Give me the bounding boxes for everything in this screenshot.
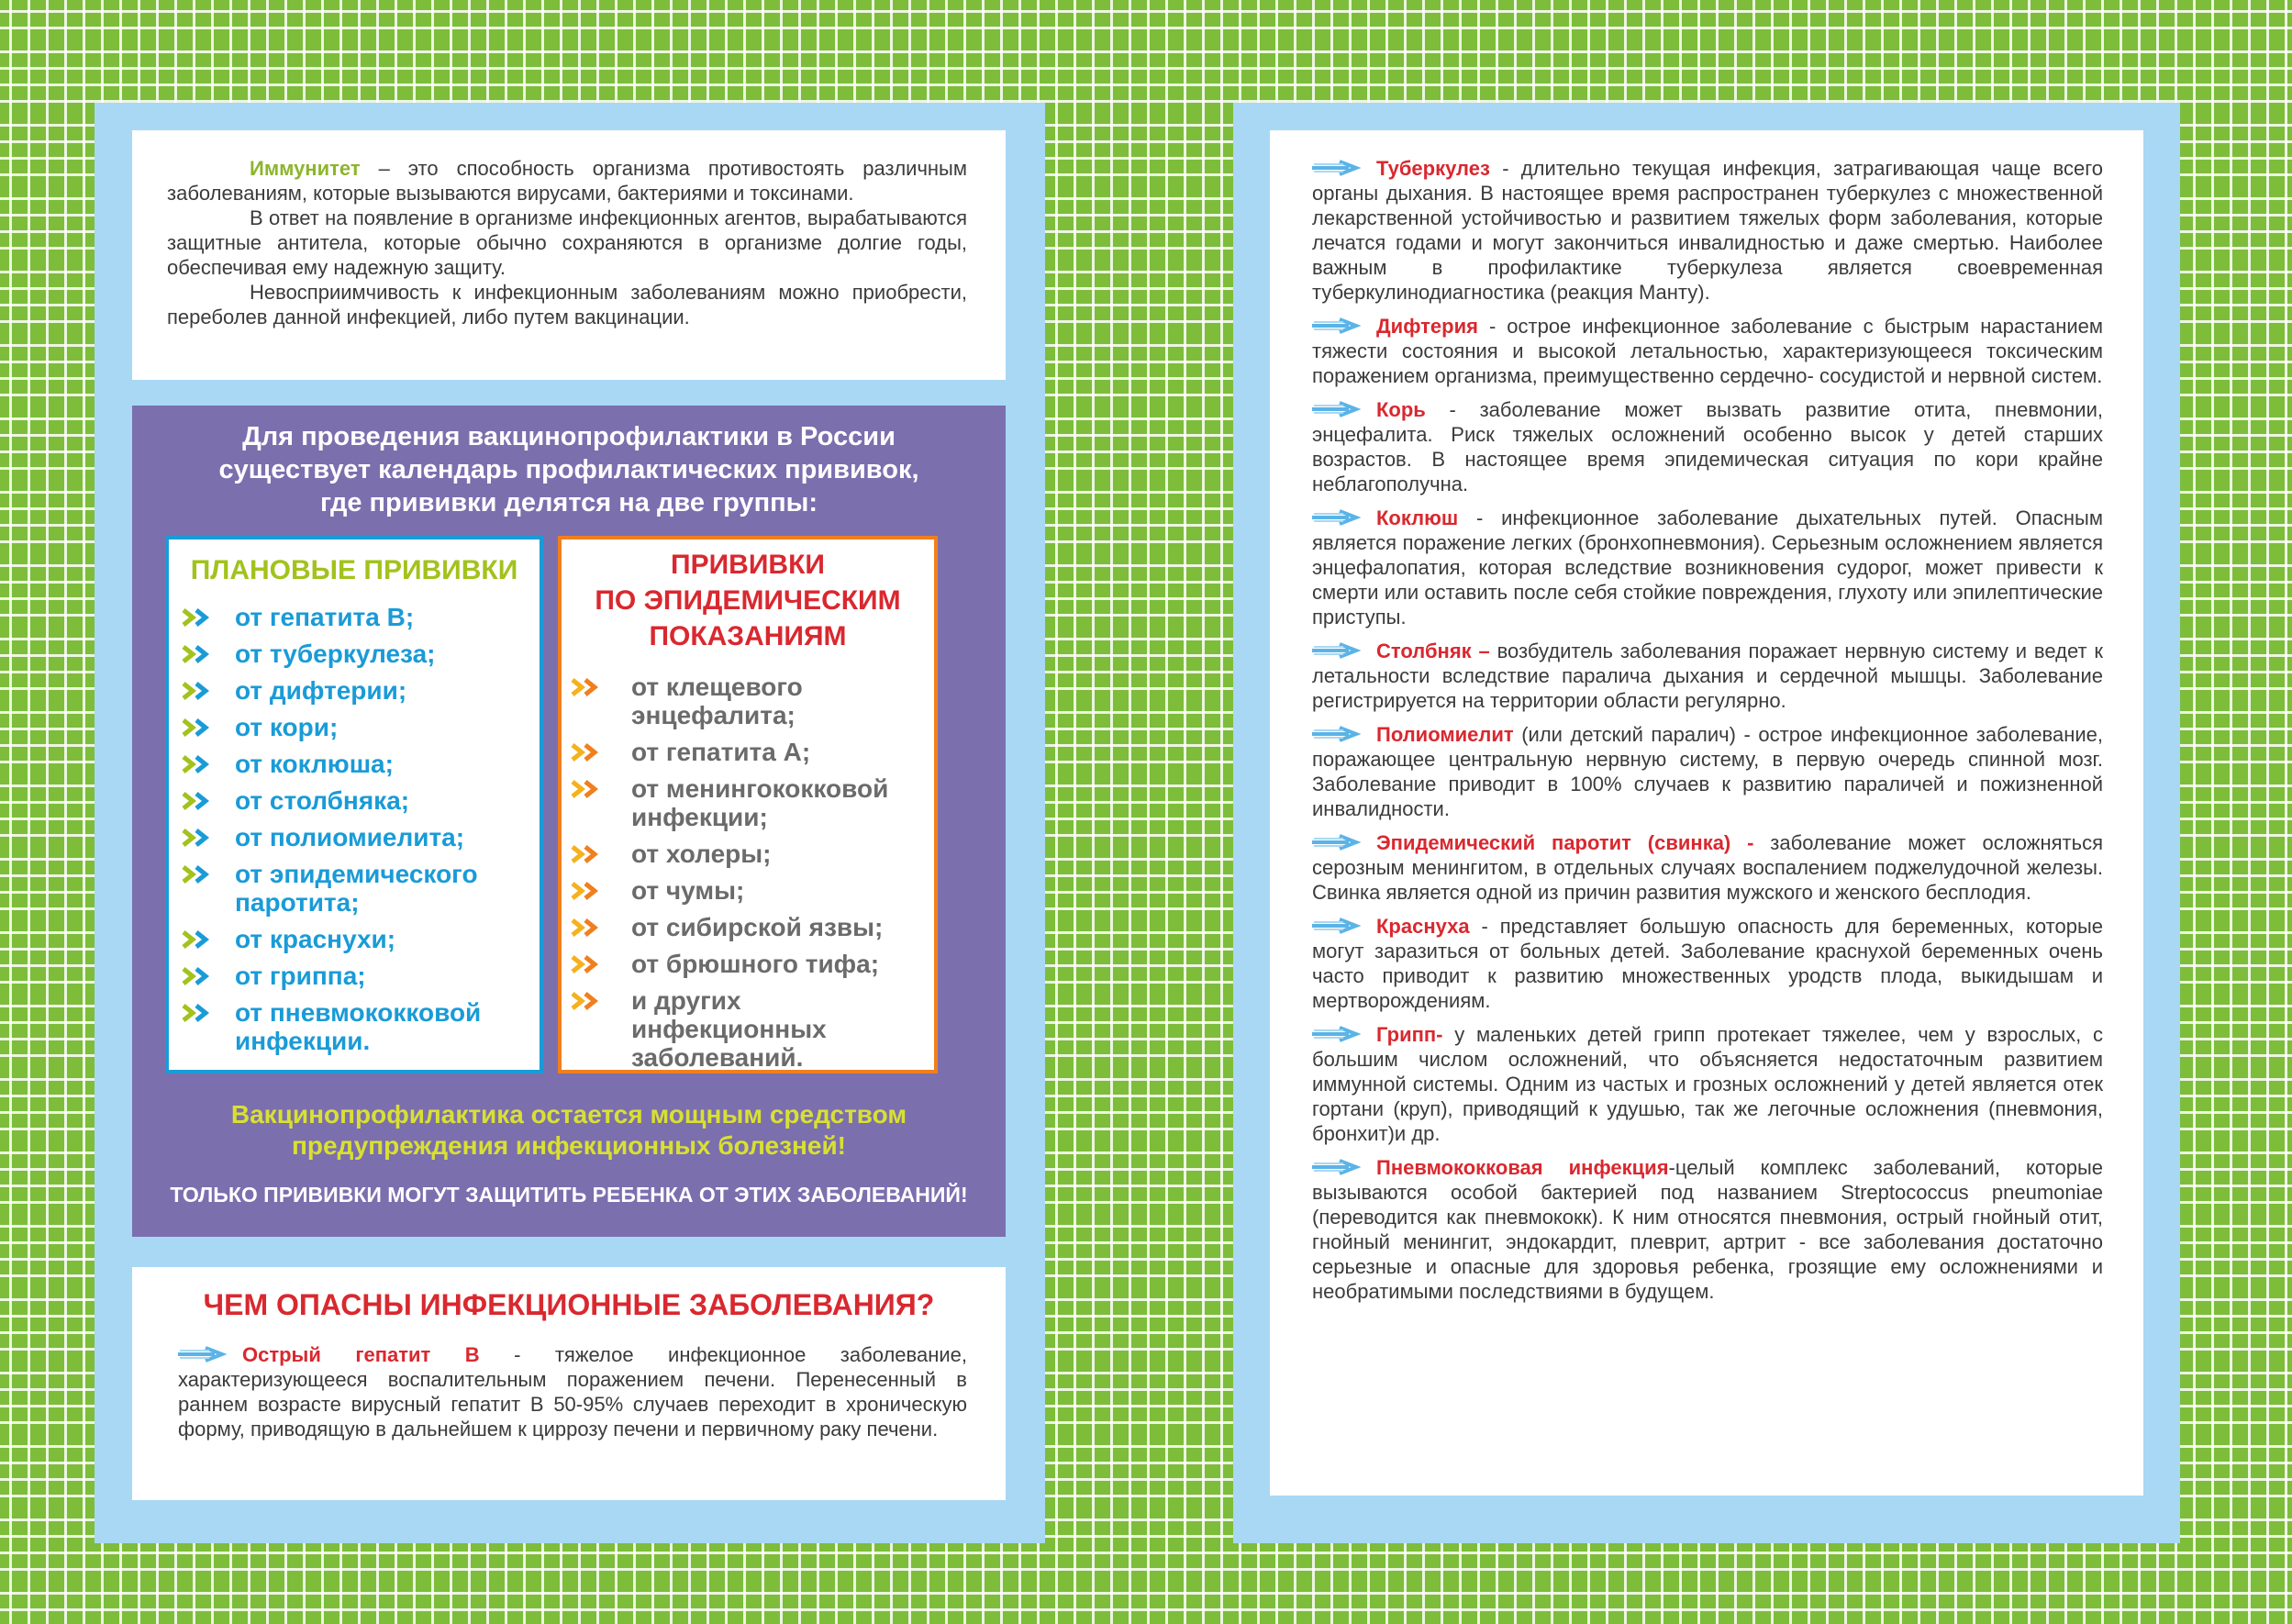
- planned-title: ПЛАНОВЫЕ ПРИВИВКИ: [190, 555, 518, 585]
- immunity-section: [132, 130, 1006, 380]
- disease-term: Полиомиелит: [1376, 723, 1514, 746]
- immunity-paragraph-3: Невосприимчивость к инфекционным заболеваниям можно приобрести, переболев данной инфекцией, либо путем вакцинации.: [167, 281, 967, 328]
- hepatitis-paragraph: Острый гепатит В - тяжелое инфекционное заболевание, характеризующееся воспалительным поражением печени. Перенесенный в раннем возрасте вирусный гепатит В 50-95% случаев переходит в хроническую форму, приводящую в дальнейшем к циррозу печени и первичному раку печени.: [178, 1343, 967, 1440]
- epidemic-item: от клещевого энцефалита;: [571, 673, 934, 729]
- calendar-footer-slogan: Вакцинопрофилактика остается мощным средством предупреждения инфекционных болезней!: [230, 1100, 907, 1160]
- disease-term: Пневмококковая инфекция: [1376, 1156, 1669, 1179]
- planned-item: от кори;: [182, 713, 540, 741]
- hepatitis-term: Острый гепатит В: [242, 1343, 480, 1366]
- calendar-heading: Для проведения вакцинопрофилактики в России существует календарь профилактических прививок, где прививки делятся на две группы:: [218, 422, 919, 517]
- epidemic-item: от чумы;: [571, 876, 934, 905]
- disease-term: Столбняк –: [1376, 640, 1490, 662]
- planned-item: от столбняка;: [182, 786, 540, 815]
- disease-paragraph: Корь - заболевание может вызвать развитие отита, пневмонии, энцефалита. Риск тяжелых осложнений особенно высок у детей старших возрастов. В настоящее время эпидемическая ситуация по кори крайне неблагополучна.: [1312, 398, 2103, 495]
- disease-paragraph: Пневмококковая инфекция-целый комплекс заболеваний, которые вызываются особой бактерией под названием Streptococcus pneumoniae (переводится как пневмококк). К ним относятся пневмония, острый гнойный отит, гнойный менингит, эндокардит, плеврит, артрит - все заболевания достаточно серьезные и опасные для здоровья ребенка, грозящие ему осложнениями и необратимыми последствиями в будущем.: [1312, 1156, 2103, 1303]
- disease-paragraph: Краснуха - представляет большую опасность для беременных, которые могут заразиться от больных детей. Заболевание краснухой беременных очень часто приводит к развитию множественных уродств плода, выкидышам и мертворождениям.: [1312, 915, 2103, 1012]
- arrow-icon: [1312, 401, 1365, 417]
- disease-paragraph: Столбняк – возбудитель заболевания поражает нервную систему и ведет к летальности вследствие паралича дыхания и сердечной мышцы. Заболевание регистрируется на территории области регулярно.: [1312, 640, 2103, 712]
- disease-paragraph: Дифтерия - острое инфекционное заболевание с быстрым нарастанием тяжести состояния и высокой летальностью, характеризующееся токсическим поражением организма, преимущественно сердечно- сосудистой и нервной систем.: [1312, 315, 2103, 387]
- disease-paragraph: Грипп- у маленьких детей грипп протекает тяжелее, чем у взрослых, с большим числом осложнений, что объясняется недостаточным развитием иммунной системы. Одним из частых и грозных осложнений у детей является отек гортани (круп), приводящий к удушью, так же легочные осложнения (пневмония, бронхит)и др.: [1312, 1023, 2103, 1145]
- epidemic-item: от сибирской язвы;: [571, 913, 934, 941]
- disease-paragraph: Эпидемический паротит (свинка) - заболевание может осложняться серозным менингитом, в отдельных случаях воспалением поджелудочной железы. Свинка является одной из причин развития мужского и женского бесплодия.: [1312, 831, 2103, 904]
- disease-term: Дифтерия: [1376, 315, 1478, 338]
- danger-section: [132, 1267, 1006, 1500]
- disease-term: Краснуха: [1376, 915, 1470, 938]
- diseases-section: [1270, 130, 2143, 1496]
- planned-item: от дифтерии;: [182, 676, 540, 705]
- epidemic-item: от холеры;: [571, 840, 934, 868]
- immunity-paragraph-2: В ответ на появление в организме инфекционных агентов, вырабатываются защитные антитела, которые обычно сохраняются в организме долгие годы, обеспечивая ему надежную защиту.: [167, 206, 967, 279]
- epidemic-list: [571, 673, 934, 1072]
- disease-term: Эпидемический паротит (свинка) -: [1376, 831, 1754, 854]
- arrow-icon: [1312, 726, 1365, 742]
- planned-list: [182, 603, 540, 1055]
- arrow-icon: [1312, 642, 1365, 659]
- epidemic-item: от брюшного тифа;: [571, 950, 934, 978]
- disease-paragraph: Туберкулез - длительно текущая инфекция, затрагивающая чаще всего органы дыхания. В настоящее время распространен туберкулез с множественной лекарственной устойчивостью и развитием тяжелых форм заболевания, которые лечатся годами и могут закончиться инвалидностью и даже смертью. Наиболее важным в профилактике туберкулеза является своевременная туберкулинодиагностика (реакция Манту).: [1312, 157, 2103, 304]
- disease-term: Туберкулез: [1376, 157, 1490, 180]
- disease-term: Грипп-: [1376, 1023, 1443, 1046]
- planned-item: от эпидемического паротита;: [182, 860, 540, 917]
- planned-item: от полиомиелита;: [182, 823, 540, 851]
- planned-item: от гриппа;: [182, 962, 540, 990]
- arrow-icon: [1312, 834, 1365, 851]
- arrow-icon: [178, 1346, 231, 1363]
- immunity-paragraph-1: Иммунитет – это способность организма противостоять различным заболеваниям, которые вызываются вирусами, бактериями и токсинами.: [167, 157, 967, 205]
- arrow-icon: [1312, 317, 1365, 334]
- arrow-icon: [1312, 1026, 1365, 1042]
- arrow-icon: [1312, 509, 1365, 526]
- arrow-icon: [1312, 160, 1365, 176]
- planned-item: от коклюша;: [182, 750, 540, 778]
- danger-title: ЧЕМ ОПАСНЫ ИНФЕКЦИОННЫЕ ЗАБОЛЕВАНИЯ?: [203, 1288, 935, 1321]
- arrow-icon: [1312, 918, 1365, 934]
- vaccination-calendar-section: [132, 406, 1006, 1237]
- epidemic-vaccinations-box: [558, 536, 938, 1073]
- planned-vaccinations-box: [165, 536, 543, 1073]
- calendar-footer-caps: ТОЛЬКО ПРИВИВКИ МОГУТ ЗАЩИТИТЬ РЕБЕНКА ОТ ЭТИХ ЗАБОЛЕВАНИЙ!: [170, 1183, 968, 1207]
- disease-paragraph: Полиомиелит (или детский паралич) - острое инфекционное заболевание, поражающее центральную нервную систему, в первую очередь спинной мозг. Заболевание приводит в 100% случаев к развитию параличей и пожизненной инвалидности.: [1312, 723, 2103, 820]
- epidemic-item: от менингококковой инфекции;: [571, 774, 934, 831]
- planned-item: от краснухи;: [182, 925, 540, 953]
- planned-item: от гепатита В;: [182, 603, 540, 631]
- disease-term: Коклюш: [1376, 506, 1459, 529]
- immunity-term: Иммунитет: [250, 157, 361, 180]
- epidemic-title: ПРИВИВКИ ПО ЭПИДЕМИЧЕСКИМ ПОКАЗАНИЯМ: [595, 550, 901, 651]
- epidemic-item: от гепатита А;: [571, 738, 934, 766]
- diseases-list: [1312, 156, 2103, 1313]
- disease-paragraph: Коклюш - инфекционное заболевание дыхательных путей. Опасным является поражение легких (бронхопневмония). Серьезным осложнением является энцефалопатия, которая вследствие возникновения судорог, может привести к смерти или оставить после себя стойкие повреждения, глухоту или эпилептические приступы.: [1312, 506, 2103, 628]
- disease-term: Корь: [1376, 398, 1426, 421]
- planned-item: от пневмококковой инфекции.: [182, 998, 540, 1055]
- planned-item: от туберкулеза;: [182, 640, 540, 668]
- epidemic-item: и других инфекционных заболеваний.: [571, 986, 934, 1072]
- arrow-icon: [1312, 1159, 1365, 1175]
